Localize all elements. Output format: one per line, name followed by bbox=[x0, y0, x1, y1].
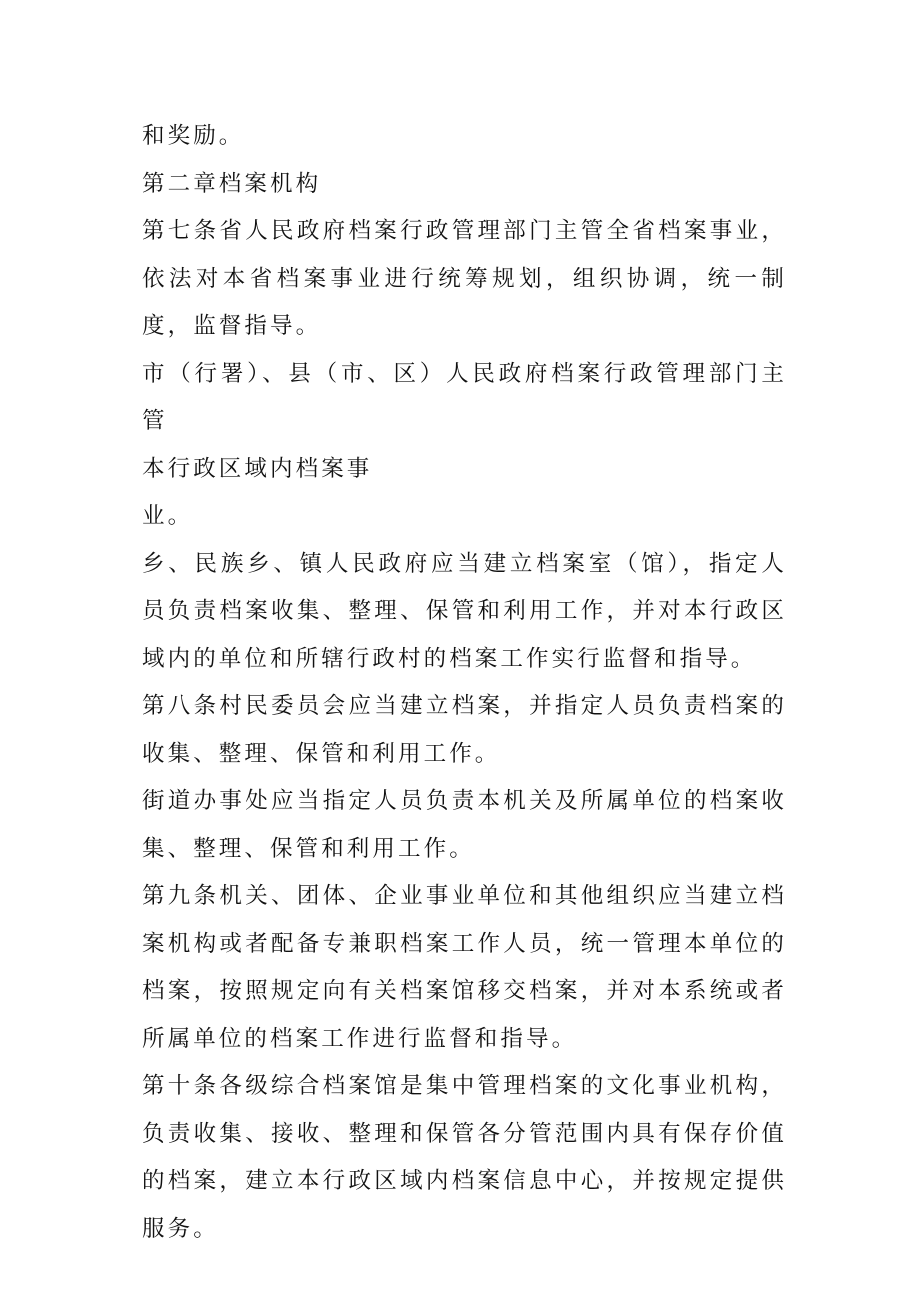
paragraph-township: 乡、民族乡、镇人民政府应当建立档案室（馆），指定人员负责档案收集、整理、保管和利用工作，并对本行政区域内的单位和所辖行政村的档案工作实行监督和指导。 bbox=[142, 550, 787, 672]
paragraph-1: 和奖励。 bbox=[142, 123, 245, 149]
chapter-heading: 第二章档案机构 bbox=[142, 170, 322, 197]
paragraph-article-10: 第十条各级综合档案馆是集中管理档案的文化事业机构，负责收集、接收、整理和保管各分管范围内具有保存价值的档案，建立本行政区域内档案信息中心，并按规定提供服务。 bbox=[142, 1073, 787, 1242]
paragraph-article-7: 第七条省人民政府档案行政管理部门主管全省档案事业，依法对本省档案事业进行统筹规划，组织协调，统一制度，监督指导。 bbox=[142, 218, 787, 339]
paragraph-city-county: 市（行署）、县（市、区）人民政府档案行政管理部门主管 bbox=[142, 360, 787, 434]
paragraph-article-8: 第八条村民委员会应当建立档案，并指定人员负责档案的收集、整理、保管和利用工作。 bbox=[142, 693, 787, 767]
paragraph-subdistrict: 街道办事处应当指定人员负责本机关及所属单位的档案收集、整理、保管和利用工作。 bbox=[142, 788, 787, 862]
paragraph-article-9: 第九条机关、团体、企业事业单位和其他组织应当建立档案机构或者配备专兼职档案工作人员，统一管理本单位的档案，按照规定向有关档案馆移交档案，并对本系统或者所属单位的档案工作进行监督和指导。 bbox=[142, 883, 787, 1052]
paragraph-city-county-cont: 本行政区域内档案事 bbox=[142, 455, 373, 482]
document-body bbox=[142, 113, 787, 1253]
paragraph-city-county-end: 业。 bbox=[142, 503, 194, 529]
